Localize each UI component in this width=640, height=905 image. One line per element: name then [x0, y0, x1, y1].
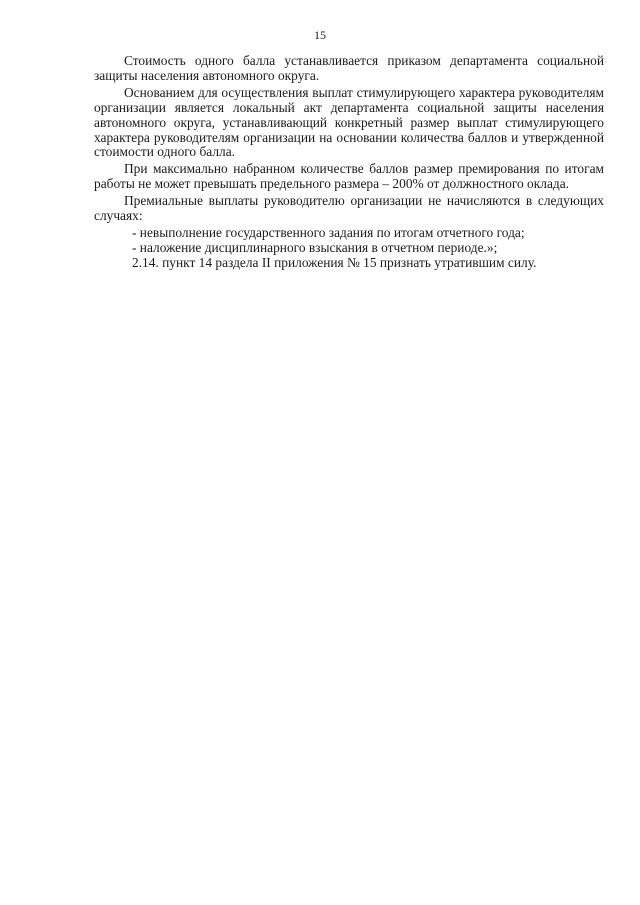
paragraph-point-cost: Стоимость одного балла устанавливается приказом департамента социальной защиты населения автономного округа. — [94, 53, 604, 83]
paragraph-bonus-limit: При максимально набранном количестве баллов размер премирования по итогам работы не может превышать предельного размера – 200% от должностного оклада. — [94, 161, 604, 192]
list-item: - наложение дисциплинарного взыскания в отчетном периоде.»; — [132, 239, 498, 255]
page-number: 15 — [314, 28, 326, 42]
document-body — [94, 54, 604, 273]
paragraph-bonus-exclusions: Премиальные выплаты руководителю организации не начисляются в следующих случаях: — [94, 193, 604, 224]
closing-item: 2.14. пункт 14 раздела II приложения № 15 признать утратившим силу. — [132, 254, 537, 270]
paragraph-payment-basis: Основанием для осуществления выплат стимулирующего характера руководителям организации является локальный акт департамента социальной защиты населения автономного округа, устанавливающий конкретный размер выплат стимулирующего характера руководителям организации на основании количества баллов и утвержденной стоимости одного балла. — [94, 84, 604, 160]
list-item: - невыполнение государственного задания по итогам отчетного года; — [132, 224, 525, 240]
